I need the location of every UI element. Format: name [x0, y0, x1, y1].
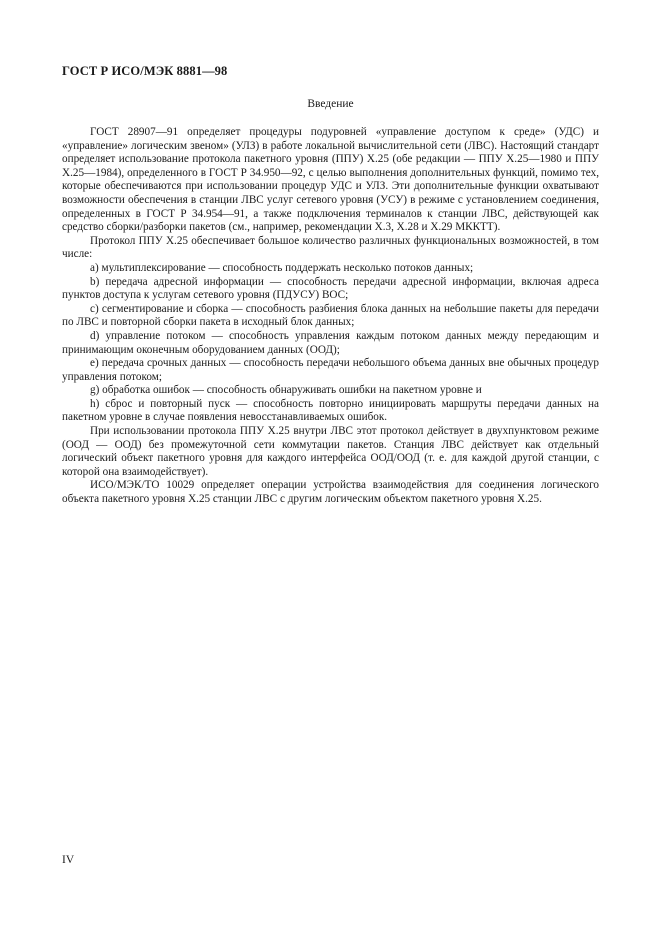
list-item-a: a) мультиплексирование — способность поддержать несколько потоков данных;: [90, 261, 474, 274]
list-item-g: g) обработка ошибок — способность обнаруживать ошибки на пакетном уровне и: [90, 384, 482, 397]
document-body: [62, 126, 599, 507]
paragraph-intro: ГОСТ 28907—91 определяет процедуры подуровней «управление доступом к среде» (УДС) и «управление» логическим звеном» (УЛЗ) в работе локальной вычислительной сети (ЛВС). Настоящий стандарт определяет использование протокола пакетного уровня (ППУ) X.25 (обе редакции — ППУ X.25—1980 и ППУ X.25—1984), определенного в ГОСТ Р 34.950—92, с целью выполнения дополнительных функций, помимо тех, которые обеспечиваются при использовании процедур УДС и УЛЗ. Эти дополнительные функции охватывают возможности обеспечения в станции ЛВС услуг сетевого уровня (УСУ) в режиме с установлением соединения, определенных в ГОСТ Р 34.954—91, а также подключения терминалов к станции ЛВС, действующей как средство сборки/разборки пакетов (см., например, рекомендации X.3, X.28 и X.29 МККТТ).: [62, 126, 599, 234]
list-item-c: c) сегментирование и сборка — способность разбиения блока данных на небольшие пакеты для передачи по ЛВС и повторной сборки пакета в исходный блок данных;: [62, 302, 599, 329]
list-item-e: e) передача срочных данных — способность передачи небольшого объема данных вне обычных процедур управления потоком;: [62, 357, 599, 383]
list-item-h: h) сброс и повторный пуск — способность повторно инициировать маршруты передачи данных на пакетном уровне в случае появления невосстанавливаемых ошибок.: [62, 397, 599, 424]
page-number: IV: [62, 854, 75, 866]
paragraph-iso-reference: ИСО/МЭК/ТО 10029 определяет операции устройства взаимодействия для соединения логического объекта пакетного уровня X.25 станции ЛВС с другим логическим объектом пакетного уровня X.25.: [62, 479, 599, 506]
list-item-b: b) передача адресной информации — способность передачи адресной информации, включая адреса пунктов доступа к услугам сетевого уровня (ПДУСУ) ВОС;: [62, 275, 599, 302]
paragraph-capabilities: Протокол ППУ X.25 обеспечивает большое количество различных функциональных возможностей, в том числе:: [62, 234, 599, 261]
list-item-d: d) управление потоком — способность управления каждым потоком данных между передающим и принимающим оконечным оборудованием данных (ООД);: [62, 329, 599, 356]
section-title: Введение: [307, 98, 354, 110]
standard-header: ГОСТ Р ИСО/МЭК 8881—98: [62, 64, 228, 78]
paragraph-lan-usage: При использовании протокола ППУ X.25 внутри ЛВС этот протокол действует в двухпунктовом режиме (ООД — ООД) без промежуточной сети коммутации пакетов. Станция ЛВС действует как отдельный логический объект пакетного уровня для каждого интерфейса ООД/ООД (т. е. для каждой другой станции, с которой она взаимодействует).: [62, 425, 599, 478]
